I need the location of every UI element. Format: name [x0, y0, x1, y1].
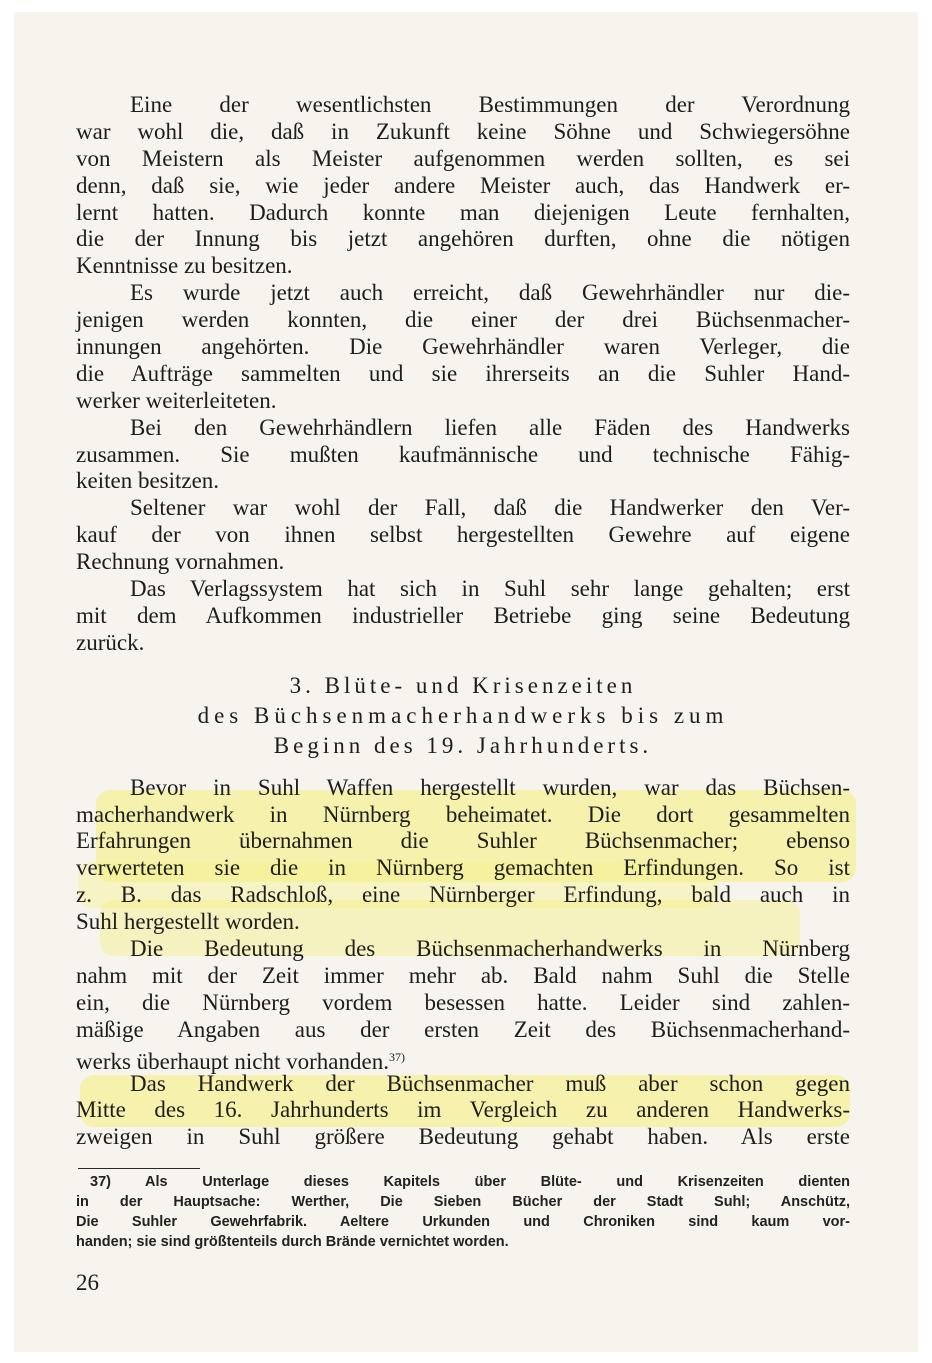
text-line: Mitte des 16. Jahrhunderts im Vergleich zu anderen Handwerks-: [76, 1097, 850, 1123]
text-line: keiten besitzen.: [76, 468, 220, 494]
text-line: Es wurde jetzt auch erreicht, daß Gewehrhändler nur die-: [130, 280, 850, 306]
text-line: Erfahrungen übernahmen die Suhler Büchsenmacher; ebenso: [76, 828, 850, 854]
text-line: Eine der wesentlichsten Bestimmungen der Verordnung: [130, 92, 850, 117]
text-line: zusammen. Sie mußten kaufmännische und technische Fähig-: [76, 441, 850, 467]
text-line: ein, die Nürnberg vordem besessen hatte. Leider sind zahlen-: [76, 989, 850, 1015]
text-line: nahm mit der Zeit immer mehr ab. Bald nahm Suhl die Stelle: [76, 962, 850, 988]
text-line: z. B. das Radschloß, eine Nürnberger Erfindung, bald auch in: [76, 882, 850, 908]
text-line: war wohl die, daß in Zukunft keine Söhne und Schwiegersöhne: [76, 118, 850, 144]
text-line: Bei den Gewehrhändlern liefen alle Fäden des Handwerks: [130, 414, 850, 440]
text-line: Das Verlagssystem hat sich in Suhl sehr lange gehalten; erst: [130, 576, 850, 602]
text-line: Bevor in Suhl Waffen hergestellt wurden, war das Büchsen-: [130, 774, 850, 800]
text-line: Das Handwerk der Büchsenmacher muß aber schon gegen: [130, 1070, 850, 1096]
text-line: jenigen werden konnten, die einer der drei Büchsenmacher-: [76, 307, 850, 333]
text-line: kauf der von ihnen selbst hergestellten Gewehre auf eigene: [76, 522, 850, 548]
text-line: werks überhaupt nicht vorhanden.: [76, 1048, 389, 1074]
footnote-line: handen; sie sind größtenteils durch Brände vernichtet worden.: [76, 1234, 509, 1250]
footnote-line: in der Hauptsache: Werther, Die Sieben Bücher der Stadt Suhl; Anschütz,: [76, 1194, 850, 1210]
text-line: zweigen in Suhl größere Bedeutung gehabt haben. Als erste: [76, 1124, 850, 1150]
text-line: Kenntnisse zu besitzen.: [76, 253, 293, 279]
text-line: werker weiterleiteten.: [76, 387, 277, 413]
footnote-line: 37) Als Unterlage dieses Kapitels über Blüte- und Krisenzeiten dienten: [90, 1174, 850, 1190]
body-text: [76, 92, 850, 1151]
text-line: mit dem Aufkommen industrieller Betriebe ging seine Bedeutung: [76, 602, 850, 628]
text-line: mäßige Angaben aus der ersten Zeit des Büchsenmacherhand-: [76, 1016, 850, 1042]
text-line: von Meistern als Meister aufgenommen werden sollten, es sei: [76, 145, 850, 171]
text-line: zurück.: [76, 629, 145, 655]
text-line: innungen angehörten. Die Gewehrhändler waren Verleger, die: [76, 334, 850, 360]
text-line: verwerteten sie die in Nürnberg gemachten Erfindungen. So ist: [76, 855, 850, 881]
text-line: Suhl hergestellt worden.: [76, 909, 300, 935]
text-line: macherhandwerk in Nürnberg beheimatet. Die dort gesammelten: [76, 801, 850, 827]
text-line: Die Bedeutung des Büchsenmacherhandwerks in Nürnberg: [130, 936, 850, 962]
page-number: 26: [76, 1270, 99, 1295]
text-line-with-footnote: [76, 1044, 850, 1074]
section-heading: Beginn des 19. Jahrhunderts.: [273, 732, 653, 758]
text-line: die Aufträge sammelten und sie ihrerseits an die Suhler Hand-: [76, 360, 850, 386]
footnote-divider: [78, 1168, 200, 1169]
footnote-line: Die Suhler Gewehrfabrik. Aeltere Urkunden und Chroniken sind kaum vor-: [76, 1214, 850, 1230]
text-line: denn, daß sie, wie jeder andere Meister auch, das Handwerk er-: [76, 172, 850, 198]
footnote-reference[interactable]: 37): [388, 1049, 405, 1064]
footnote: [76, 1172, 850, 1252]
section-heading: des Büchsenmacherhandwerks bis zum: [197, 702, 729, 728]
text-line: die der Innung bis jetzt angehören durften, ohne die nötigen: [76, 226, 850, 252]
text-line: lernt hatten. Dadurch konnte man diejenigen Leute fernhalten,: [76, 199, 850, 225]
text-line: Seltener war wohl der Fall, daß die Handwerker den Ver-: [130, 495, 850, 521]
text-line: Rechnung vornahmen.: [76, 549, 285, 575]
section-heading: 3. Blüte- und Krisenzeiten: [289, 672, 637, 698]
